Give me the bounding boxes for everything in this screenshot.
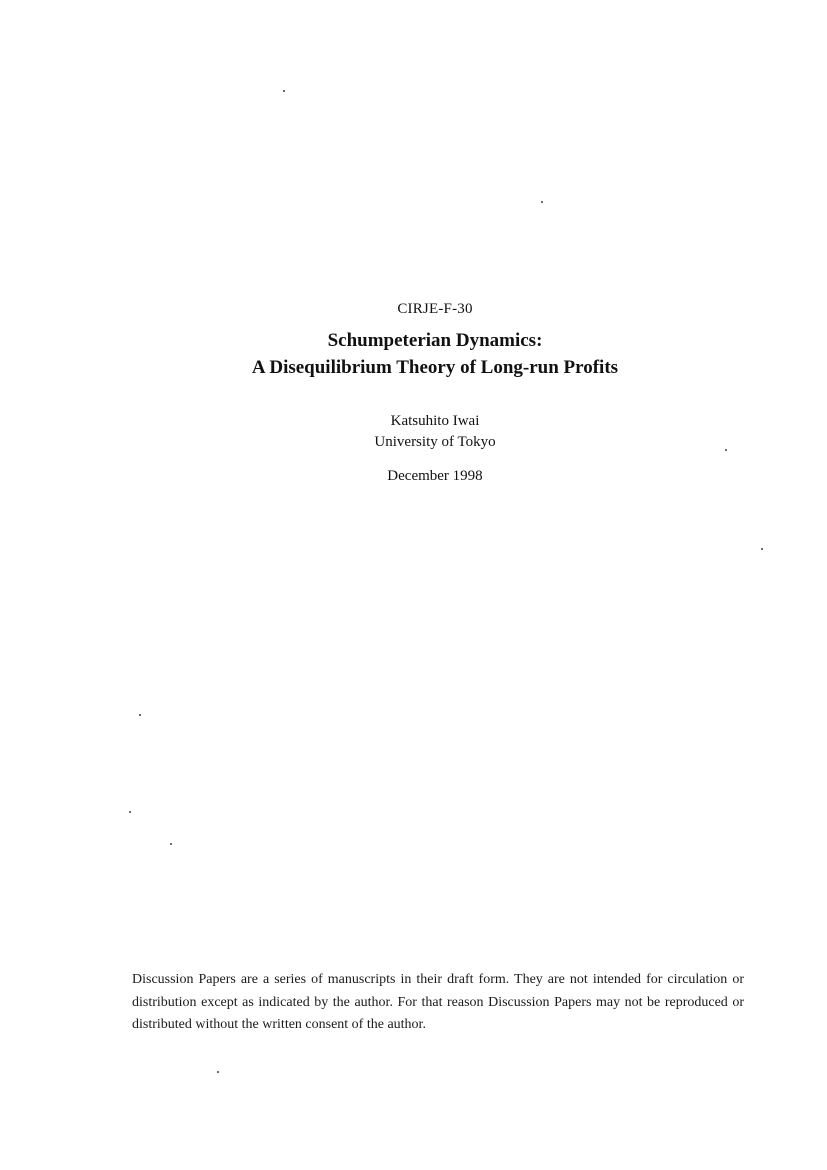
author-name: Katsuhito Iwai	[390, 413, 480, 429]
scan-speck	[725, 449, 727, 451]
paper-title-line-1: Schumpeterian Dynamics:	[327, 330, 543, 351]
scan-speck	[217, 1071, 219, 1073]
author-affiliation: University of Tokyo	[374, 434, 496, 450]
scan-speck	[283, 90, 285, 92]
scan-speck	[170, 843, 172, 845]
disclaimer-paragraph: Discussion Papers are a series of manuscripts in their draft form. They are not intended for circulation or distribution except as indicated by the author. For that reason Discussion Papers may not be reproduced or distributed without the written consent of the author.	[132, 972, 744, 1032]
scan-speck	[541, 201, 543, 203]
paper-title-line-2: A Disequilibrium Theory of Long-run Profits	[251, 357, 619, 378]
scan-speck	[139, 714, 141, 716]
report-id: CIRJE-F-30	[397, 301, 473, 317]
scan-speck	[129, 811, 131, 813]
scan-speck	[761, 548, 763, 550]
publication-date: December 1998	[387, 468, 483, 484]
